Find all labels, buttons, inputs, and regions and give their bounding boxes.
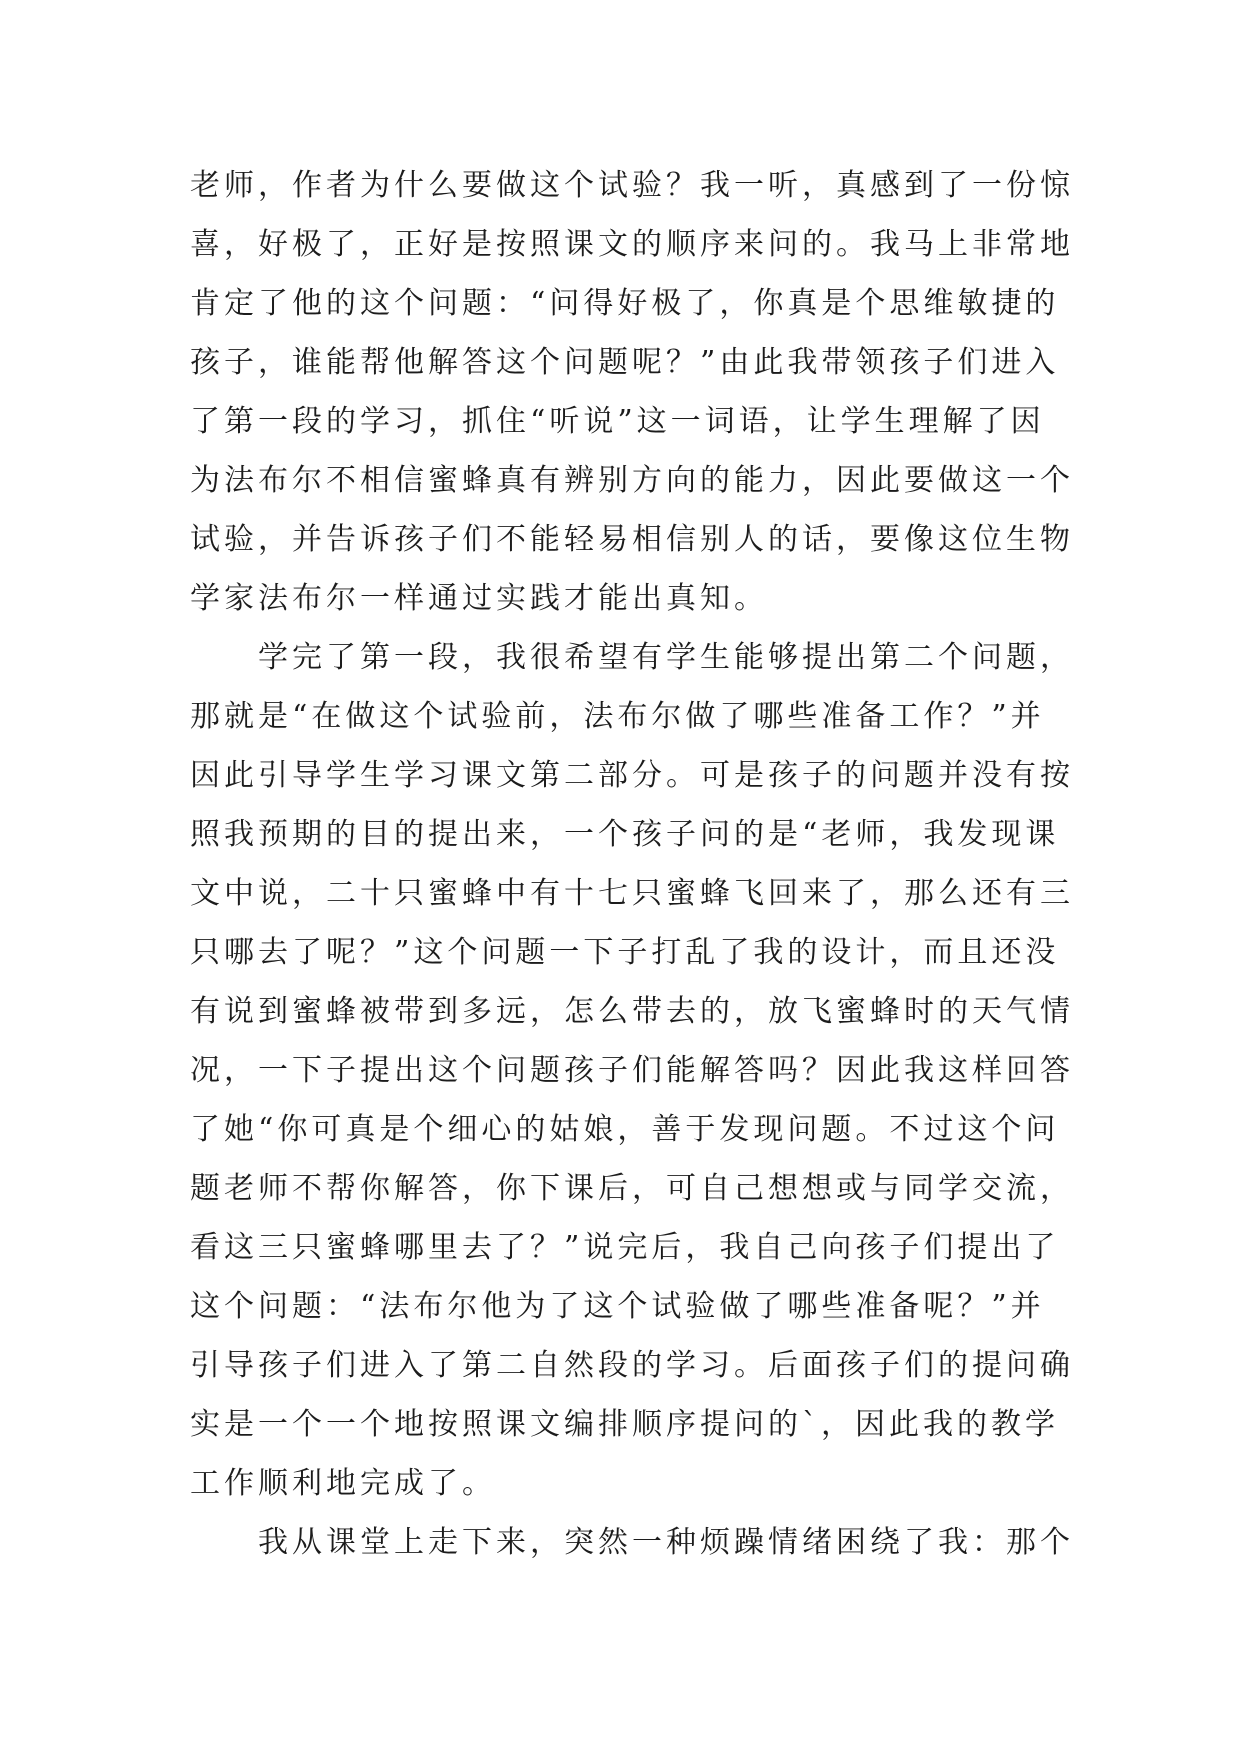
text-line: 题老师不帮你解答，你下课后，可自己想想或与同学交流， <box>190 1171 1074 1206</box>
text-line: 引导孩子们进入了第二自然段的学习。后面孩子们的提问确 <box>190 1348 1074 1383</box>
text-line: 老师，作者为什么要做这个试验？我一听，真感到了一份惊 <box>190 168 1074 203</box>
text-line: 了她“你可真是个细心的姑娘，善于发现问题。不过这个问 <box>190 1112 1060 1147</box>
text-line: 有说到蜜蜂被带到多远，怎么带去的，放飞蜜蜂时的天气情 <box>190 994 1074 1029</box>
text-line: 为法布尔不相信蜜蜂真有辨别方向的能力，因此要做这一个 <box>190 463 1074 498</box>
text-line: 只哪去了呢？”这个问题一下子打乱了我的设计，而且还没 <box>190 935 1060 970</box>
text-line: 况，一下子提出这个问题孩子们能解答吗？因此我这样回答 <box>190 1053 1074 1088</box>
text-line: 喜，好极了，正好是按照课文的顺序来问的。我马上非常地 <box>190 227 1074 262</box>
text-line: 实是一个一个地按照课文编排顺序提问的`，因此我的教学 <box>190 1407 1059 1442</box>
text-line: 工作顺利地完成了。 <box>190 1466 496 1501</box>
body-text <box>190 156 1074 1572</box>
text-line: 学家法布尔一样通过实践才能出真知。 <box>190 581 768 616</box>
text-line: 照我预期的目的提出来，一个孩子问的是“老师，我发现课 <box>190 817 1060 852</box>
text-line: 试验，并告诉孩子们不能轻易相信别人的话，要像这位生物 <box>190 522 1074 557</box>
text-line: 文中说，二十只蜜蜂中有十七只蜜蜂飞回来了，那么还有三 <box>190 876 1074 911</box>
text-line: 孩子，谁能帮他解答这个问题呢？”由此我带领孩子们进入 <box>190 345 1060 380</box>
text-line: 肯定了他的这个问题：“问得好极了，你真是个思维敏捷的 <box>190 286 1060 321</box>
text-line: 看这三只蜜蜂哪里去了？”说完后，我自己向孩子们提出了 <box>190 1230 1060 1265</box>
text-line: 因此引导学生学习课文第二部分。可是孩子的问题并没有按 <box>190 758 1074 793</box>
text-line: 这个问题：“法布尔他为了这个试验做了哪些准备呢？”并 <box>190 1289 1045 1324</box>
paragraph-start-line: 我从课堂上走下来，突然一种烦躁情绪困绕了我：那个 <box>258 1525 1074 1560</box>
paragraph-start-line: 学完了第一段，我很希望有学生能够提出第二个问题， <box>258 640 1074 675</box>
text-line: 那就是“在做这个试验前，法布尔做了哪些准备工作？”并 <box>190 699 1045 734</box>
text-line: 了第一段的学习，抓住“听说”这一词语，让学生理解了因 <box>190 404 1045 439</box>
